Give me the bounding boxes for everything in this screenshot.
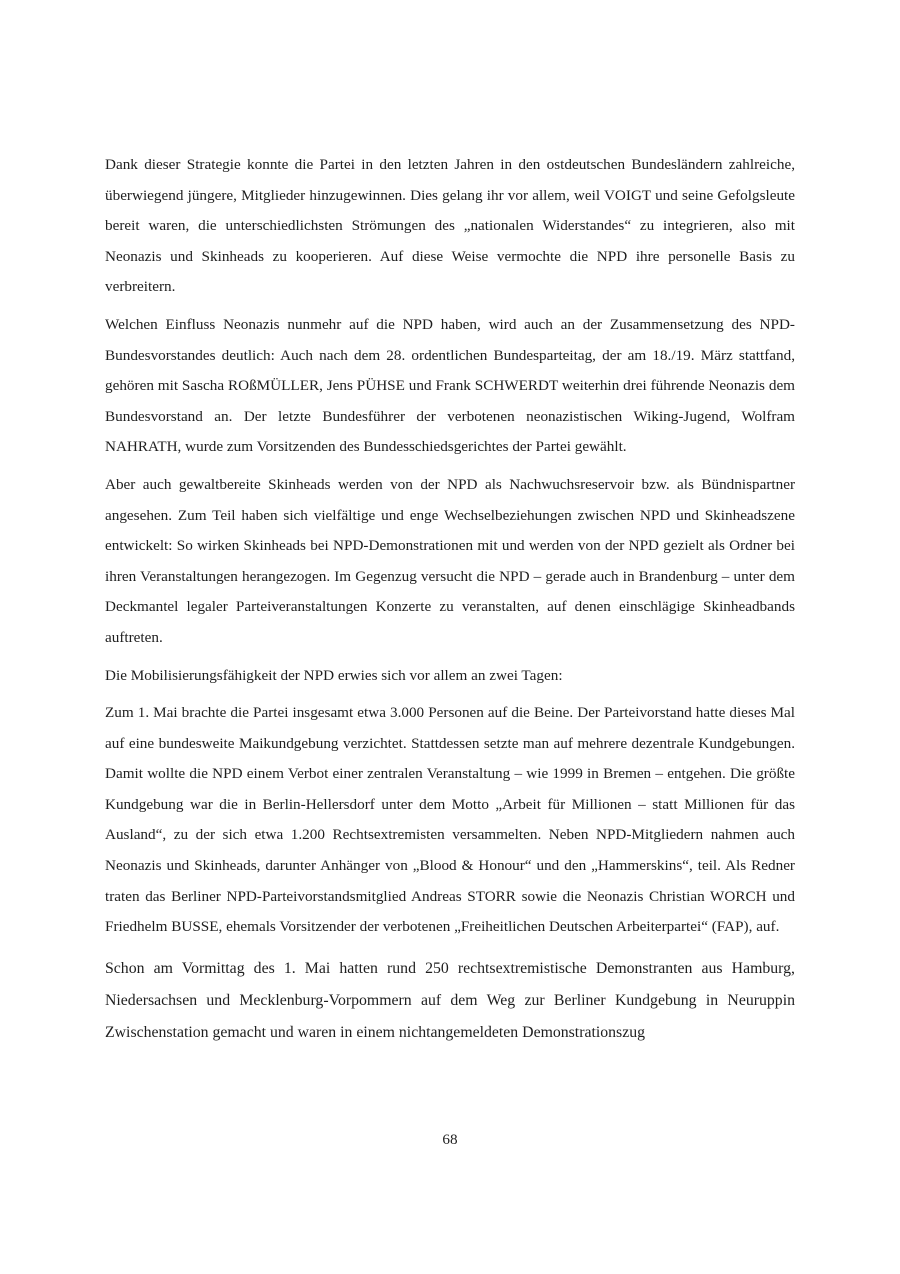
paragraph-skinheads: Aber auch gewaltbereite Skinheads werden von der NPD als Nachwuchsreservoir bzw. als Bündnispartner angesehen. Zum Teil haben sich vielfältige und enge Wechselbeziehungen zwischen NPD und Skinheadszene entwickelt: So wirken Skinheads bei NPD-Demonstrationen mit und werden von der NPD gezielt als Ordner bei ihren Veranstaltungen herangezogen. Im Gegenzug versucht die NPD – gerade auch in Brandenburg – unter dem Deckmantel legaler Parteiveranstaltungen Konzerte zu veranstalten, auf denen einschlägige Skinheadbands auftreten. <box>105 475 795 646</box>
paragraph-erster-mai: Zum 1. Mai brachte die Partei insgesamt etwa 3.000 Personen auf die Beine. Der Parteivorstand hatte dieses Mal auf eine bundesweite Maikundgebung verzichtet. Stattdessen setzte man auf mehrere dezentrale Kundgebungen. Damit wollte die NPD einem Verbot einer zentralen Veranstaltung – wie 1999 in Bremen – entgehen. Die größte Kundgebung war die in Berlin-Hellersdorf unter dem Motto „Arbeit für Millionen – statt Millionen für das Ausland“, zu der sich etwa 1.200 Rechtsextremisten versammelten. Neben NPD-Mitgliedern nahmen auch Neonazis und Skinheads, darunter Anhänger von „Blood & Honour“ und den „Hammerskins“, teil. Als Redner traten das Berliner NPD-Parteivorstandsmitglied Andreas STORR sowie die Neonazis Christian WORCH und Friedhelm BUSSE, ehemals Vorsitzender der verbotenen „Freiheitlichen Deutschen Arbeiterpartei“ (FAP), auf. <box>105 704 795 936</box>
paragraph-npd-strategy: Dank dieser Strategie konnte die Partei in den letzten Jahren in den ostdeutschen Bundesländern zahlreiche, überwiegend jüngere, Mitglieder hinzugewinnen. Dies gelang ihr vor allem, weil VOIGT und seine Gefolgsleute bereit waren, die unterschiedlichsten Strömungen des „nationalen Widerstandes“ zu integrieren, also mit Neonazis und Skinheads zu kooperieren. Auf diese Weise vermochte die NPD ihre personelle Basis zu verbreitern. <box>105 156 795 296</box>
paragraph-neuruppin: Schon am Vormittag des 1. Mai hatten rund 250 rechtsextremistische Demonstranten aus Hamburg, Niedersachsen und Mecklenburg-Vorpommern auf dem Weg zur Berliner Kundgebung in Neuruppin Zwischenstation gemacht und waren in einem nichtangemeldeten Demonstrationszug <box>105 959 795 1041</box>
paragraph-bundesvorstand: Welchen Einfluss Neonazis nunmehr auf die NPD haben, wird auch an der Zusammensetzung des NPD-Bundesvorstandes deutlich: Auch nach dem 28. ordentlichen Bundesparteitag, der am 18./19. März stattfand, gehören mit Sascha ROßMÜLLER, Jens PÜHSE und Frank SCHWERDT weiterhin drei führende Neonazis dem Bundesvorstand an. Der letzte Bundesführer der verbotenen neonazistischen Wiking-Jugend, Wolfram NAHRATH, wurde zum Vorsitzenden des Bundesschiedsgerichtes der Partei gewählt. <box>105 315 795 456</box>
body-text <box>105 150 795 1056</box>
page-number: 68 <box>442 1131 458 1148</box>
paragraph-mobilisierung: Die Mobilisierungsfähigkeit der NPD erwies sich vor allem an zwei Tagen: <box>105 666 563 684</box>
